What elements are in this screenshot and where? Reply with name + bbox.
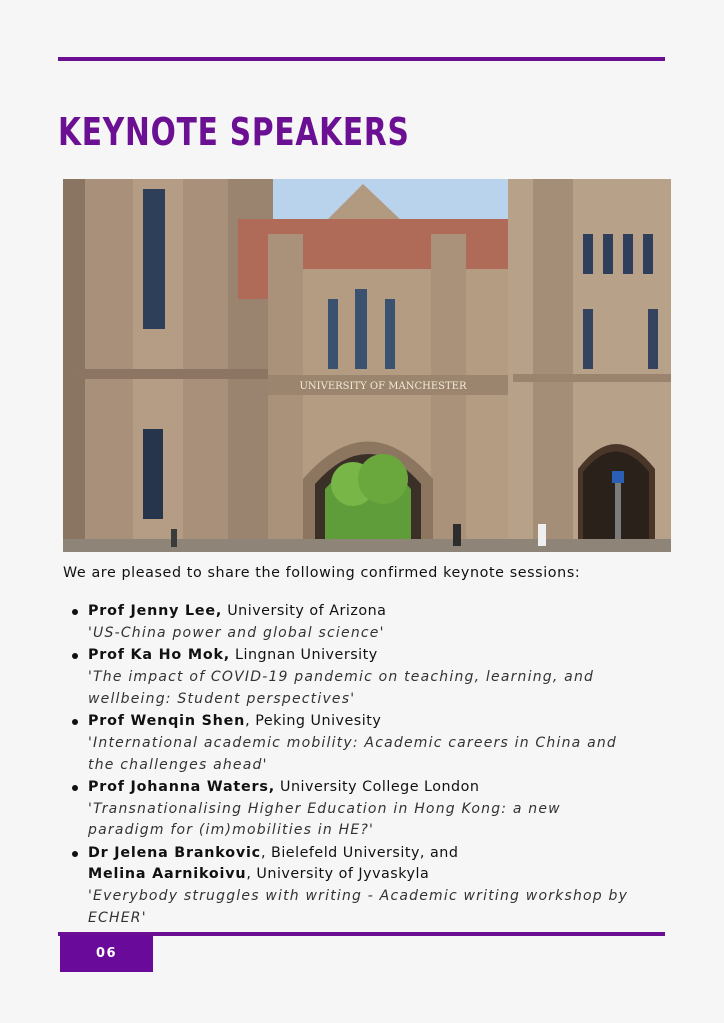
- talk-title: ECHER': [88, 910, 147, 926]
- talk-title: 'The impact of COVID-19 pandemic on teaching, learning, and: [88, 669, 595, 685]
- talk-title: wellbeing: Student perspectives': [88, 691, 356, 707]
- page-number: 06: [95, 946, 118, 961]
- bullet: [72, 719, 78, 725]
- top-rule: [58, 57, 665, 61]
- talk-title: the challenges ahead': [88, 757, 268, 773]
- speaker-name: Prof Johanna Waters,: [88, 779, 275, 795]
- university-photo: [63, 179, 671, 552]
- speaker-line: [88, 647, 378, 663]
- bullet: [72, 785, 78, 791]
- speaker-affiliation: Lingnan University: [230, 647, 378, 663]
- talk-title: 'International academic mobility: Academic careers in China and: [88, 735, 618, 751]
- bullet: [72, 653, 78, 659]
- speaker-line: [88, 866, 429, 882]
- speaker-name: Prof Wenqin Shen: [88, 713, 246, 729]
- talk-title: paradigm for (im)mobilities in HE?': [88, 822, 375, 838]
- talk-title: 'Transnationalising Higher Education in Hong Kong: a new: [88, 801, 561, 817]
- building-sign: UNIVERSITY OF MANCHESTER: [299, 381, 467, 392]
- speaker-line: [88, 779, 479, 795]
- speaker-affiliation: , Bielefeld University, and: [260, 845, 459, 861]
- page-number-badge: [60, 935, 153, 972]
- speaker-affiliation: , University of Jyvaskyla: [246, 866, 430, 882]
- speaker-line: [88, 603, 386, 619]
- talk-title: 'US-China power and global science': [88, 625, 385, 641]
- speaker-name: Prof Ka Ho Mok,: [88, 647, 231, 663]
- manchester-building-image: [63, 179, 671, 552]
- speaker-affiliation: University of Arizona: [222, 603, 387, 619]
- talk-title: 'Everybody struggles with writing - Academic writing workshop by: [88, 888, 629, 904]
- speaker-name: Dr Jelena Brankovic: [88, 845, 261, 861]
- speaker-name: Prof Jenny Lee,: [88, 603, 223, 619]
- speaker-affiliation: University College London: [274, 779, 480, 795]
- speaker-name: Melina Aarnikoivu: [88, 866, 247, 882]
- page-title: KEYNOTE SPEAKERS: [58, 110, 410, 154]
- bullet: [72, 609, 78, 615]
- speaker-line: [88, 845, 458, 861]
- speaker-line: [88, 713, 381, 729]
- intro-text: We are pleased to share the following confirmed keynote sessions:: [63, 565, 581, 581]
- speaker-affiliation: , Peking Univesity: [245, 713, 382, 729]
- bullet: [72, 851, 78, 857]
